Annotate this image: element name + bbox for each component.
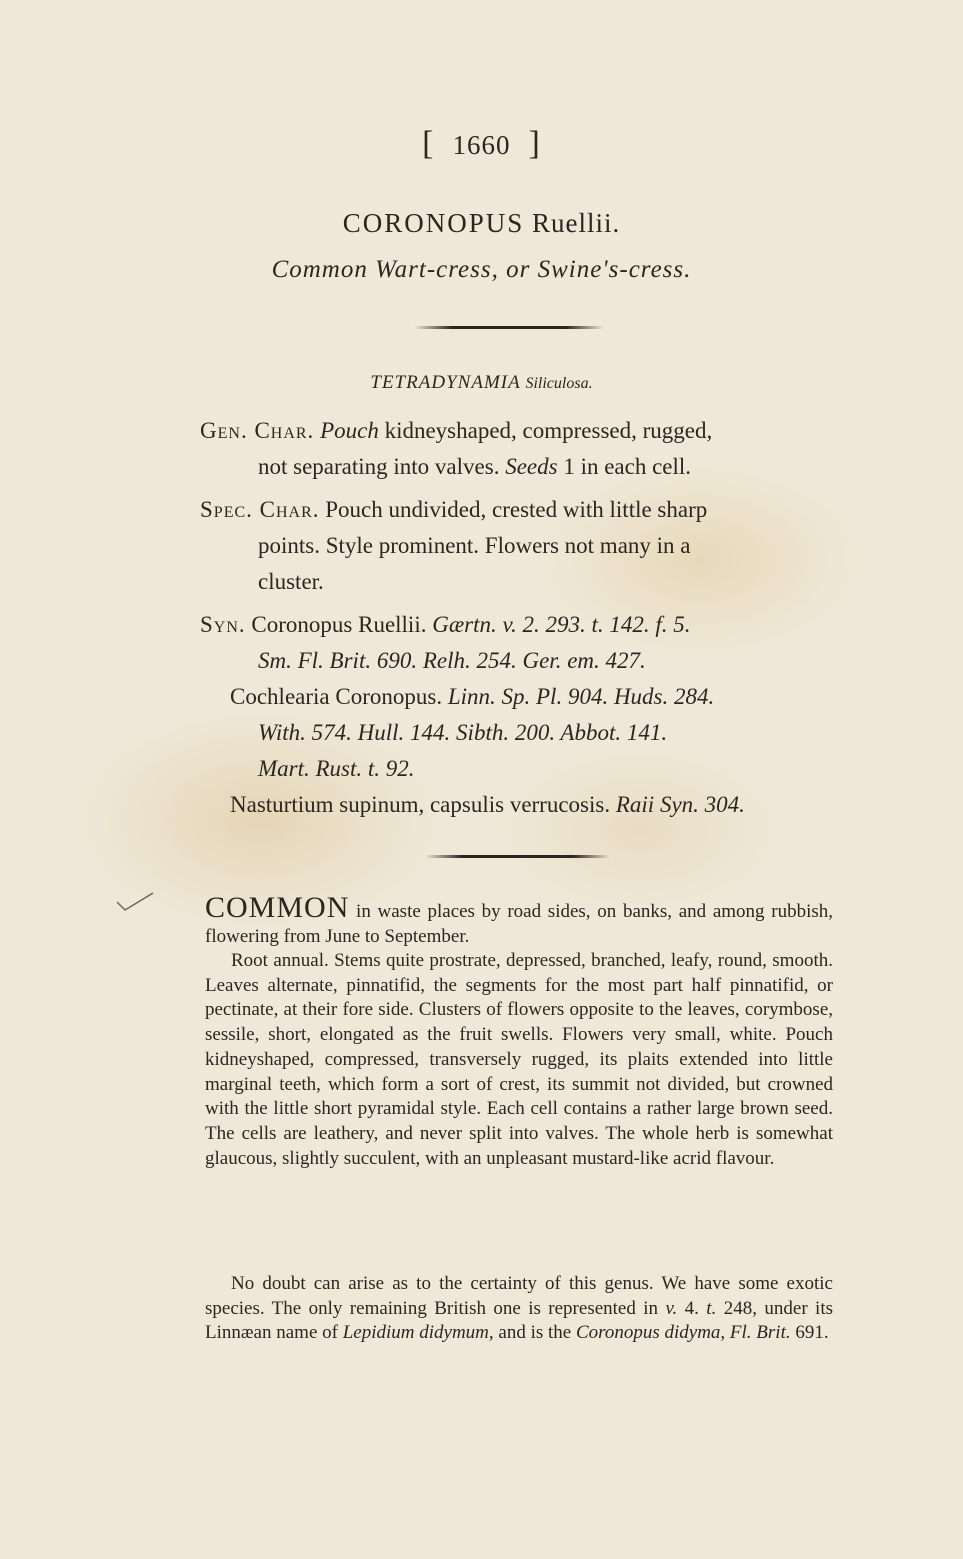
syn-line-1 — [200, 607, 840, 643]
page-number-value: 1660 — [452, 130, 511, 160]
syn-line-2 — [200, 643, 840, 679]
description-paragraph-1 — [205, 891, 833, 949]
spec-char-text3: cluster. — [258, 569, 324, 594]
description-paragraph-2: Root annual. Stems quite prostrate, depressed, branched, leafy, round, smooth. Leaves alternate, pinnatifid, the segments for the most part half pinnatifid, or pectinate, at their fore side. Clusters of flowers opposite to the leaves, corymbose, sessile, short, elongated as the fruit swells. Flowers very small, white. Pouch kidneyshaped, compressed, transversely rugged, its plaits extended into little marginal teeth, which form a sort of crest, its summit not divided, but crowned with the little short pyramidal style. Each cell contains a rather large brown seed. The cells are leathery, and never split into valves. The whole herb is somewhat glaucous, slightly succulent, with an unpleasant mustard-like acrid flavour. — [205, 950, 833, 1169]
syn-l6-name: Nasturtium supinum, capsulis verrucosis. — [230, 792, 611, 817]
p3-t: t. — [706, 1297, 717, 1319]
syn-l4: With. 574. Hull. 144. Sibth. 200. Abbot. 141. — [258, 720, 668, 745]
spec-char-text1: Pouch undivided, crested with little sharp — [325, 497, 708, 522]
syn-label: Syn. — [200, 612, 246, 637]
p3-c: 248, under its Linnæan name of — [205, 1297, 834, 1344]
linnaean-classification — [0, 372, 963, 394]
syn-l6-ref: Raii Syn. 304. — [615, 792, 745, 817]
ornamental-rule-bottom — [425, 855, 610, 858]
pencil-tick-mark — [115, 890, 155, 912]
p3-lepidium: Lepidium didymum, — [342, 1322, 494, 1344]
gen-char-label: Gen. Char. — [200, 418, 315, 443]
syn-l1-ref: Gærtn. v. 2. 293. t. 142. f. 5. — [432, 612, 691, 637]
p1-rest: in waste places by road sides, on banks, and among rubbish, flowering from June to September. — [205, 901, 833, 947]
syn-l1-name: Coronopus Ruellii. — [251, 612, 427, 637]
gen-char-pouch: Pouch — [320, 418, 379, 443]
syn-l2: Sm. Fl. Brit. 690. Relh. 254. Ger. em. 427. — [258, 648, 646, 673]
syn-l5: Mart. Rust. t. 92. — [258, 756, 415, 781]
generic-character — [200, 413, 840, 485]
bracket-left: [ — [422, 125, 435, 162]
gen-char-text1: kidneyshaped, compressed, rugged, — [378, 418, 713, 443]
synonymy — [200, 607, 840, 823]
species-title — [0, 208, 963, 239]
syn-l3-ref: Linn. Sp. Pl. 904. Huds. 284. — [447, 684, 715, 709]
page-number — [0, 125, 963, 163]
syn-l3-name: Cochlearia Coronopus. — [230, 684, 443, 709]
species-name: Ruellii. — [532, 208, 621, 238]
syn-line-4 — [200, 715, 840, 751]
gen-char-line2 — [200, 449, 840, 485]
gen-char-text2a: not separating into valves. — [258, 454, 506, 479]
p3-e: 691. — [790, 1322, 829, 1344]
gen-char-seeds: Seeds — [505, 454, 558, 479]
description-paragraph-3 — [205, 1272, 833, 1346]
bracket-right: ] — [528, 125, 541, 162]
initial-word: COMMON — [205, 891, 350, 924]
genus-name: CORONOPUS — [342, 208, 525, 238]
spec-char-label: Spec. Char. — [200, 497, 320, 522]
spec-char-text2: points. Style prominent. Flowers not many in a — [258, 533, 691, 558]
p3-d: and is the — [493, 1322, 576, 1344]
common-names: Common Wart-cress, or Swine's-cress. — [271, 256, 692, 283]
syn-line-5 — [200, 751, 840, 787]
ornamental-rule-top — [414, 326, 604, 329]
gen-char-text2b: 1 in each cell. — [557, 454, 692, 479]
p3-b: 4. — [677, 1297, 707, 1319]
specific-character — [200, 492, 840, 600]
class-name: TETRADYNAMIA — [370, 372, 521, 393]
p3-coronopus: Coronopus didyma, Fl. Brit. — [575, 1322, 791, 1344]
syn-line-3 — [200, 679, 840, 715]
p3-a: No doubt can arise as to the certainty of this genus. We have some exotic species. The only remaining British one is represented in — [205, 1273, 833, 1319]
syn-line-6 — [200, 787, 840, 823]
order-name: Siliculosa. — [525, 375, 593, 392]
p3-v: v. — [665, 1297, 678, 1319]
